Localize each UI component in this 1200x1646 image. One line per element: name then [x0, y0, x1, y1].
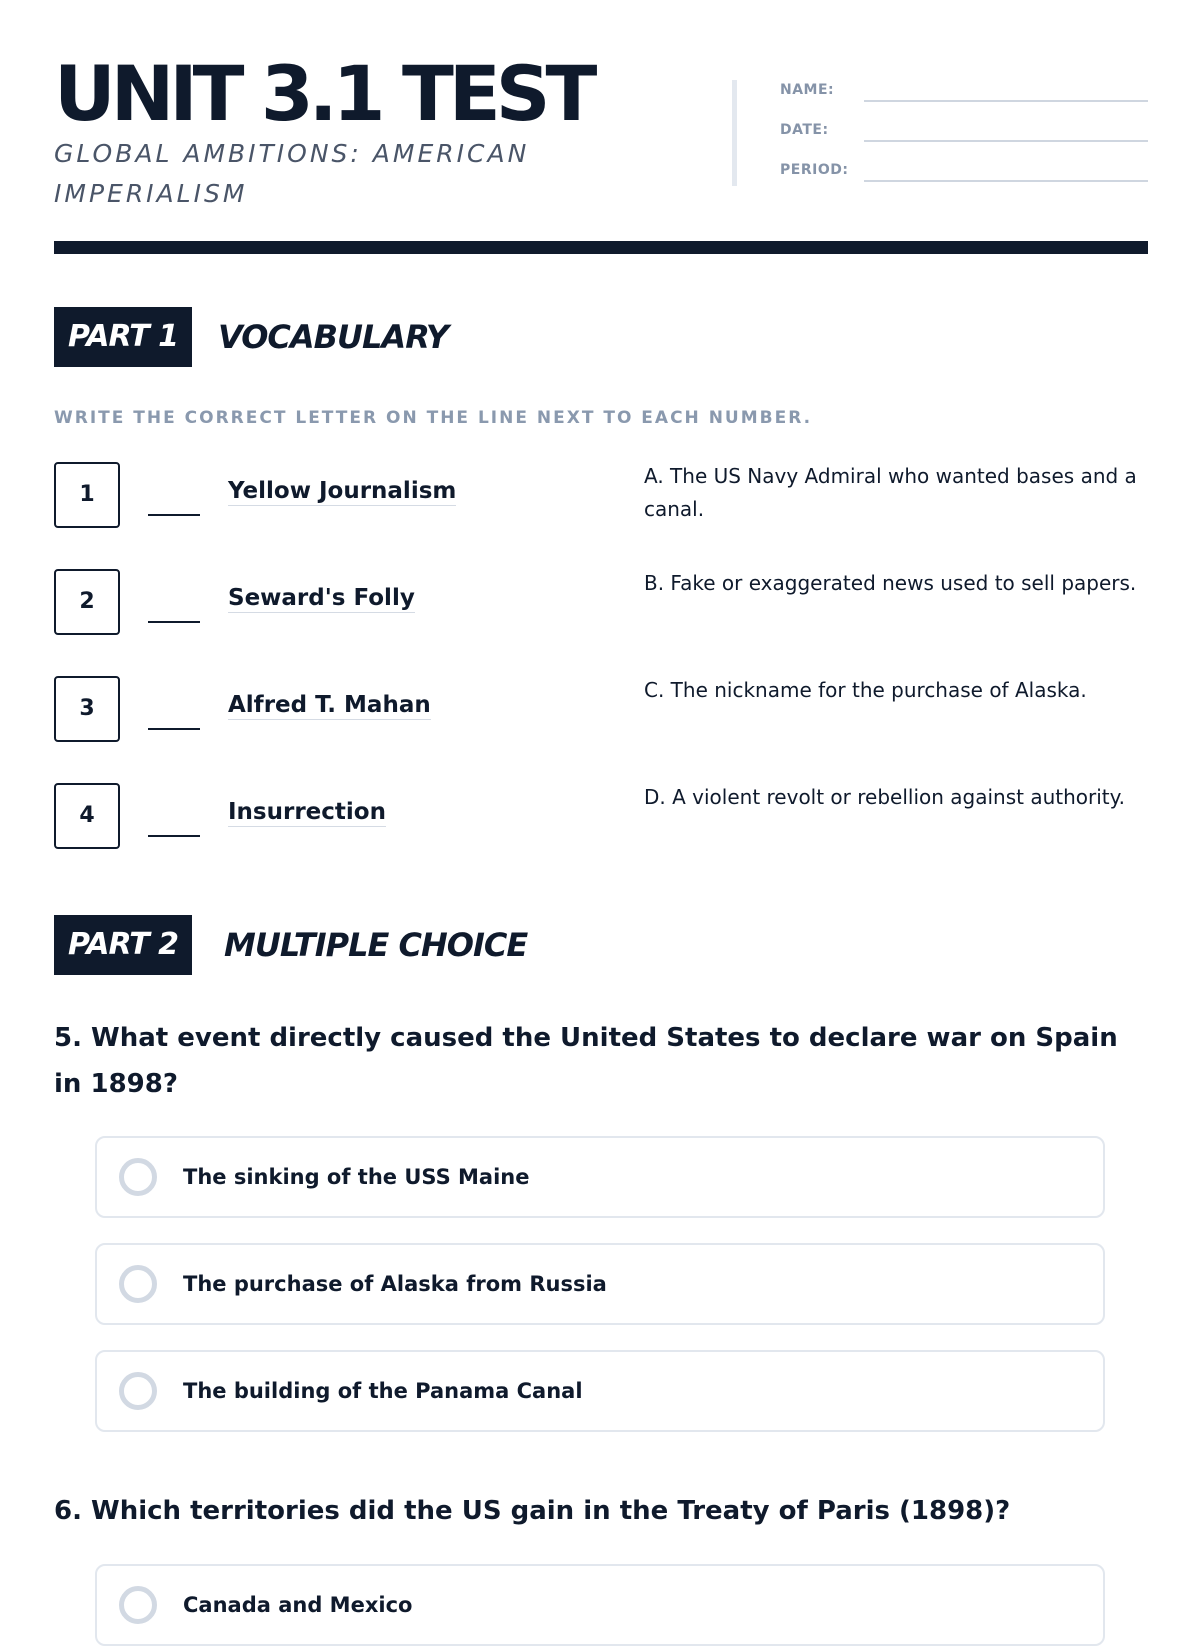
option-label: The purchase of Alaska from Russia	[183, 1272, 607, 1296]
part1-title: VOCABULARY	[218, 318, 449, 356]
test-title: UNIT 3.1 TEST	[54, 49, 593, 138]
answer-blank[interactable]	[148, 728, 200, 730]
option-label: The building of the Panama Canal	[183, 1379, 583, 1403]
answer-option[interactable]	[95, 1350, 1105, 1432]
question-5: 5. What event directly caused the United States to declare war on Spain in 1898?	[54, 1023, 1118, 1099]
test-page	[54, 0, 1148, 1617]
answer-option[interactable]	[95, 1243, 1105, 1325]
answer-blank[interactable]	[148, 514, 200, 516]
vocab-term: Yellow Journalism	[228, 478, 457, 504]
name-label: NAME:	[780, 82, 835, 98]
part2-badge: PART 2	[54, 915, 192, 975]
vocab-term: Seward's Folly	[228, 585, 415, 611]
period-field[interactable]	[780, 152, 1148, 182]
answer-option[interactable]	[95, 1136, 1105, 1218]
item-number-box: 3	[54, 676, 120, 742]
vocab-definition: C. The nickname for the purchase of Alaska.	[644, 678, 1087, 702]
vocab-row	[54, 569, 1148, 635]
header-rule	[54, 241, 1148, 254]
name-field[interactable]	[780, 72, 1148, 102]
option-label: Canada and Mexico	[183, 1593, 413, 1617]
part1-instructions: WRITE THE CORRECT LETTER ON THE LINE NEXT TO EACH NUMBER.	[54, 408, 813, 428]
radio-button[interactable]	[119, 1158, 157, 1196]
part1-badge: PART 1	[54, 307, 192, 367]
vocab-term: Alfred T. Mahan	[228, 692, 431, 718]
test-header	[54, 49, 1148, 216]
period-line[interactable]	[864, 180, 1148, 182]
option-label: The sinking of the USS Maine	[183, 1165, 530, 1189]
radio-button[interactable]	[119, 1586, 157, 1624]
vocab-definition: B. Fake or exaggerated news used to sell papers.	[644, 571, 1137, 595]
radio-button[interactable]	[119, 1265, 157, 1303]
period-label: PERIOD:	[780, 162, 849, 178]
item-number-box: 4	[54, 783, 120, 849]
date-label: DATE:	[780, 122, 829, 138]
header-divider	[732, 80, 737, 186]
radio-button[interactable]	[119, 1372, 157, 1410]
vocab-definition: D. A violent revolt or rebellion against authority.	[644, 785, 1125, 809]
item-number-box: 2	[54, 569, 120, 635]
name-line[interactable]	[864, 100, 1148, 102]
test-subtitle: GLOBAL AMBITIONS: AMERICAN IMPERIALISM	[54, 139, 530, 208]
vocab-term: Insurrection	[228, 799, 386, 825]
answer-blank[interactable]	[148, 621, 200, 623]
vocab-row	[54, 676, 1148, 742]
answer-option[interactable]	[95, 1564, 1105, 1646]
question-6: 6. Which territories did the US gain in the Treaty of Paris (1898)?	[54, 1496, 1011, 1526]
answer-blank[interactable]	[148, 835, 200, 837]
item-number-box: 1	[54, 462, 120, 528]
date-line[interactable]	[864, 140, 1148, 142]
vocab-row	[54, 462, 1148, 528]
vocab-row	[54, 783, 1148, 849]
vocab-definition: A. The US Navy Admiral who wanted bases and a canal.	[644, 464, 1137, 521]
date-field[interactable]	[780, 112, 1148, 142]
part2-title: MULTIPLE CHOICE	[224, 926, 528, 964]
